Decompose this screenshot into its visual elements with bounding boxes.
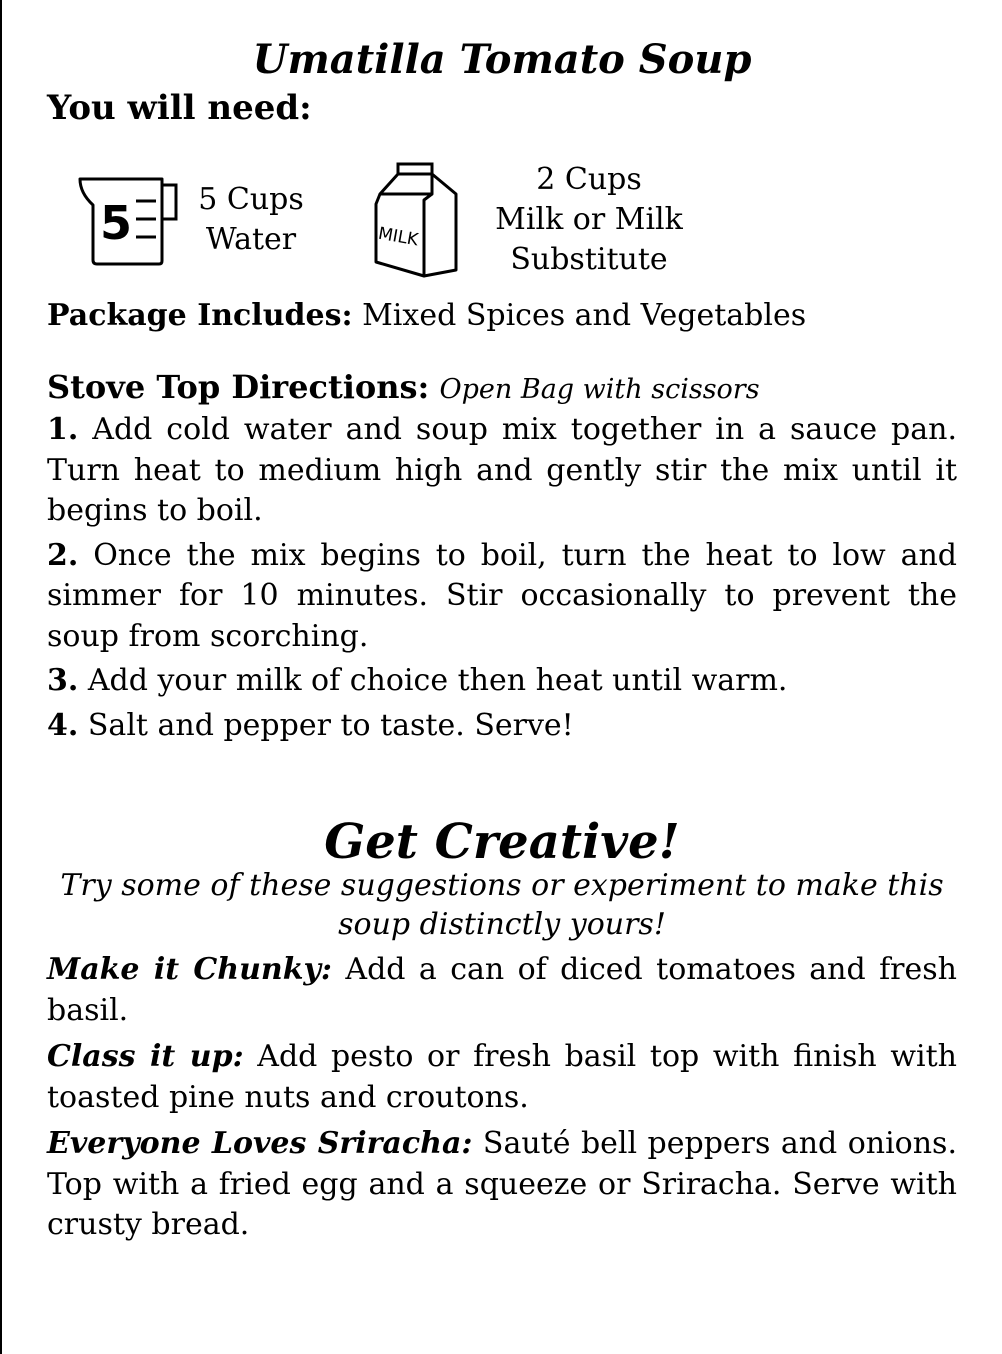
milk-carton-label: MILK [376,223,420,251]
idea-chunky [47,950,957,1031]
water-name: Water [205,222,297,257]
step-text: Salt and pepper to taste. Serve! [87,707,574,743]
step-4 [47,706,957,747]
package-label: Package Includes: [47,298,353,333]
milk-carton-icon [370,160,468,280]
idea-text: Add a can of diced tomatoes and fresh basil. [47,952,957,1028]
package-includes [47,296,957,337]
step-text: Add cold water and soup mix together in a sauce pan. Turn heat to medium high and gently stir the mix until it begins to boil. [47,412,957,528]
idea-text: Sauté bell peppers and onions. Top with a fried egg and a squeeze or Sriracha. Serve with crusty bread. [47,1126,957,1242]
milk-amount: 2 Cups [536,162,642,197]
milk-name-cont: Substitute [510,242,668,277]
idea-text: Add pesto or fresh basil top with finish with toasted pine nuts and croutons. [47,1039,957,1115]
package-text: Mixed Spices and Vegetables [362,298,807,333]
step-1 [47,410,957,532]
step-number: 2. [47,537,79,573]
creative-title: Get Creative! [324,814,680,870]
step-text: Add your milk of choice then heat until warm. [87,663,788,698]
creative-ideas [47,950,957,1252]
water-quantity [186,180,316,260]
step-2 [47,536,957,658]
measuring-cup-icon [76,175,180,267]
milk-name: Milk or Milk [495,202,683,237]
cup-number: 5 [99,196,133,250]
recipe-title: Umatilla Tomato Soup [252,36,752,83]
step-number: 4. [47,707,79,743]
you-will-need-heading: You will need: [47,88,312,128]
water-amount: 5 Cups [198,182,304,217]
step-number: 1. [47,412,79,447]
step-text: Once the mix begins to boil, turn the heat to low and simmer for 10 minutes. Stir occasionally to prevent the soup from scorching. [47,537,957,654]
idea-class-it-up [47,1037,957,1118]
directions-steps [47,410,957,750]
idea-lead: Class it up: [47,1039,244,1074]
directions-title: Stove Top Directions: [47,368,430,406]
idea-sriracha [47,1124,957,1246]
directions-subtitle: Open Bag with scissors [439,374,760,405]
idea-lead: Make it Chunky: [47,952,333,987]
step-number: 3. [47,663,79,698]
step-3 [47,661,957,702]
creative-subtitle: Try some of these suggestions or experiment to make this soup distinctly yours! [60,868,944,942]
milk-quantity [486,160,692,280]
page-left-border [0,0,2,1354]
idea-lead: Everyone Loves Sriracha: [47,1126,473,1161]
directions-heading [47,365,957,412]
